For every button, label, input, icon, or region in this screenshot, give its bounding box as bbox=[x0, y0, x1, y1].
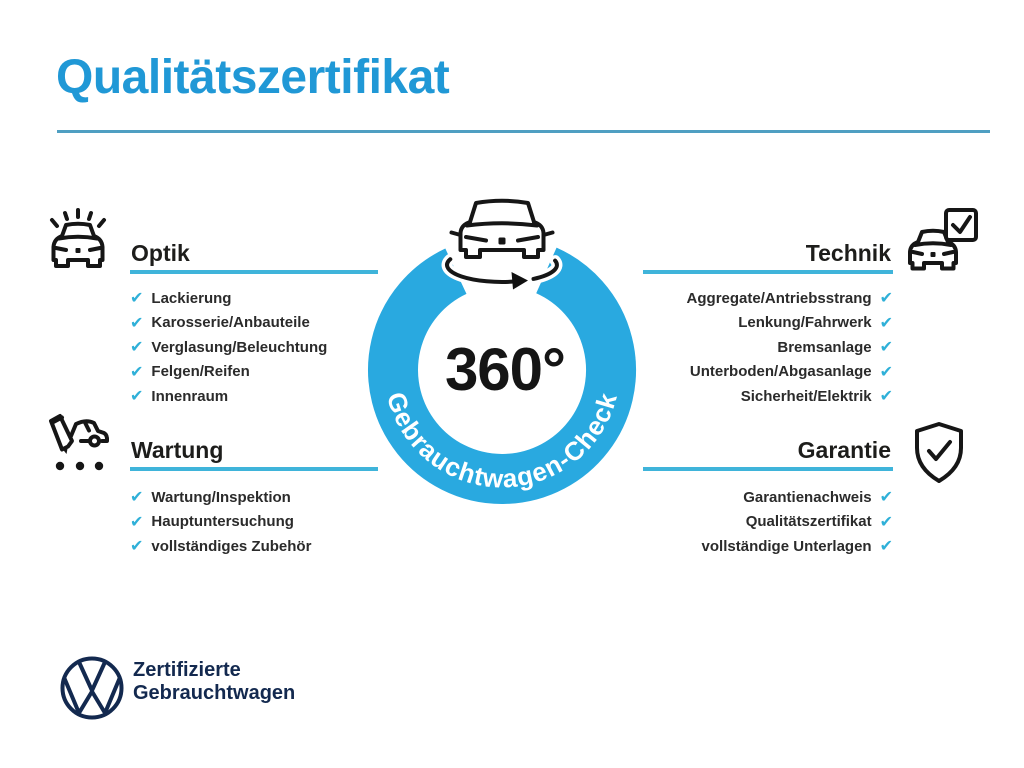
check-icon: ✔ bbox=[879, 312, 893, 332]
check-icon: ✔ bbox=[130, 511, 144, 531]
section-underline-garantie bbox=[643, 467, 893, 471]
brand-line-1: Zertifizierte bbox=[133, 659, 241, 681]
list-item bbox=[130, 510, 390, 535]
check-icon: ✔ bbox=[879, 536, 893, 556]
check-icon: ✔ bbox=[130, 312, 144, 332]
list-item bbox=[633, 311, 893, 336]
check-icon: ✔ bbox=[879, 288, 893, 308]
check-icon: ✔ bbox=[130, 487, 144, 507]
check-icon: ✔ bbox=[130, 288, 144, 308]
list-item bbox=[130, 534, 390, 559]
section-underline-optik bbox=[130, 270, 378, 274]
section-title-wartung: Wartung bbox=[131, 437, 224, 463]
item-label: vollständige Unterlagen bbox=[701, 537, 872, 555]
technik-item-list bbox=[633, 286, 893, 409]
item-label: Unterboden/Abgasanlage bbox=[689, 363, 872, 381]
item-label: Sicherheit/Elektrik bbox=[740, 387, 872, 405]
check-icon: ✔ bbox=[879, 487, 893, 507]
section-title-optik: Optik bbox=[131, 240, 190, 266]
item-label: Karosserie/Anbauteile bbox=[151, 314, 310, 332]
list-item bbox=[633, 335, 893, 360]
car-shine-icon bbox=[42, 208, 114, 280]
item-label: Bremsanlage bbox=[777, 338, 872, 356]
check-icon: ✔ bbox=[130, 337, 144, 357]
section-title-garantie: Garantie bbox=[797, 437, 891, 463]
list-item bbox=[633, 286, 893, 311]
check-icon: ✔ bbox=[879, 511, 893, 531]
item-label: Lenkung/Fahrwerk bbox=[738, 314, 872, 332]
check-icon: ✔ bbox=[879, 361, 893, 381]
list-item bbox=[633, 485, 893, 510]
list-item bbox=[633, 384, 893, 409]
item-label: vollständiges Zubehör bbox=[151, 537, 312, 555]
item-label: Hauptuntersuchung bbox=[151, 513, 294, 531]
list-item bbox=[633, 510, 893, 535]
item-label: Qualitätszertifikat bbox=[745, 513, 872, 531]
section-underline-wartung bbox=[130, 467, 378, 471]
item-label: Innenraum bbox=[151, 387, 229, 405]
brand-line-2: Gebrauchtwagen bbox=[133, 682, 296, 704]
item-label: Lackierung bbox=[151, 289, 232, 307]
check-icon: ✔ bbox=[130, 536, 144, 556]
item-label: Felgen/Reifen bbox=[151, 363, 250, 381]
section-title-technik: Technik bbox=[805, 240, 891, 266]
degree-text: 360° bbox=[444, 336, 566, 403]
page-title: Qualitätszertifikat bbox=[56, 51, 450, 104]
garantie-item-list bbox=[633, 485, 893, 559]
item-label: Garantienachweis bbox=[743, 488, 872, 506]
car-checkbox-icon bbox=[906, 206, 980, 276]
check-icon: ✔ bbox=[879, 386, 893, 406]
list-item bbox=[633, 360, 893, 385]
shield-check-icon bbox=[908, 420, 970, 486]
check-icon: ✔ bbox=[130, 361, 144, 381]
ring-label: Gebrauchtwagen-Check bbox=[380, 388, 624, 494]
vw-logo bbox=[59, 655, 125, 721]
check-icon: ✔ bbox=[130, 386, 144, 406]
item-label: Verglasung/Beleuchtung bbox=[151, 338, 328, 356]
list-item bbox=[633, 534, 893, 559]
service-checklist-icon bbox=[40, 410, 114, 482]
header-rule bbox=[57, 130, 990, 133]
check-icon: ✔ bbox=[879, 337, 893, 357]
brand-wordmark bbox=[133, 659, 295, 705]
section-underline-technik bbox=[643, 270, 893, 274]
item-label: Wartung/Inspektion bbox=[151, 488, 291, 506]
car-badge-dot bbox=[499, 238, 506, 245]
360-check-badge bbox=[350, 180, 660, 510]
item-label: Aggregate/Antriebsstrang bbox=[686, 289, 872, 307]
